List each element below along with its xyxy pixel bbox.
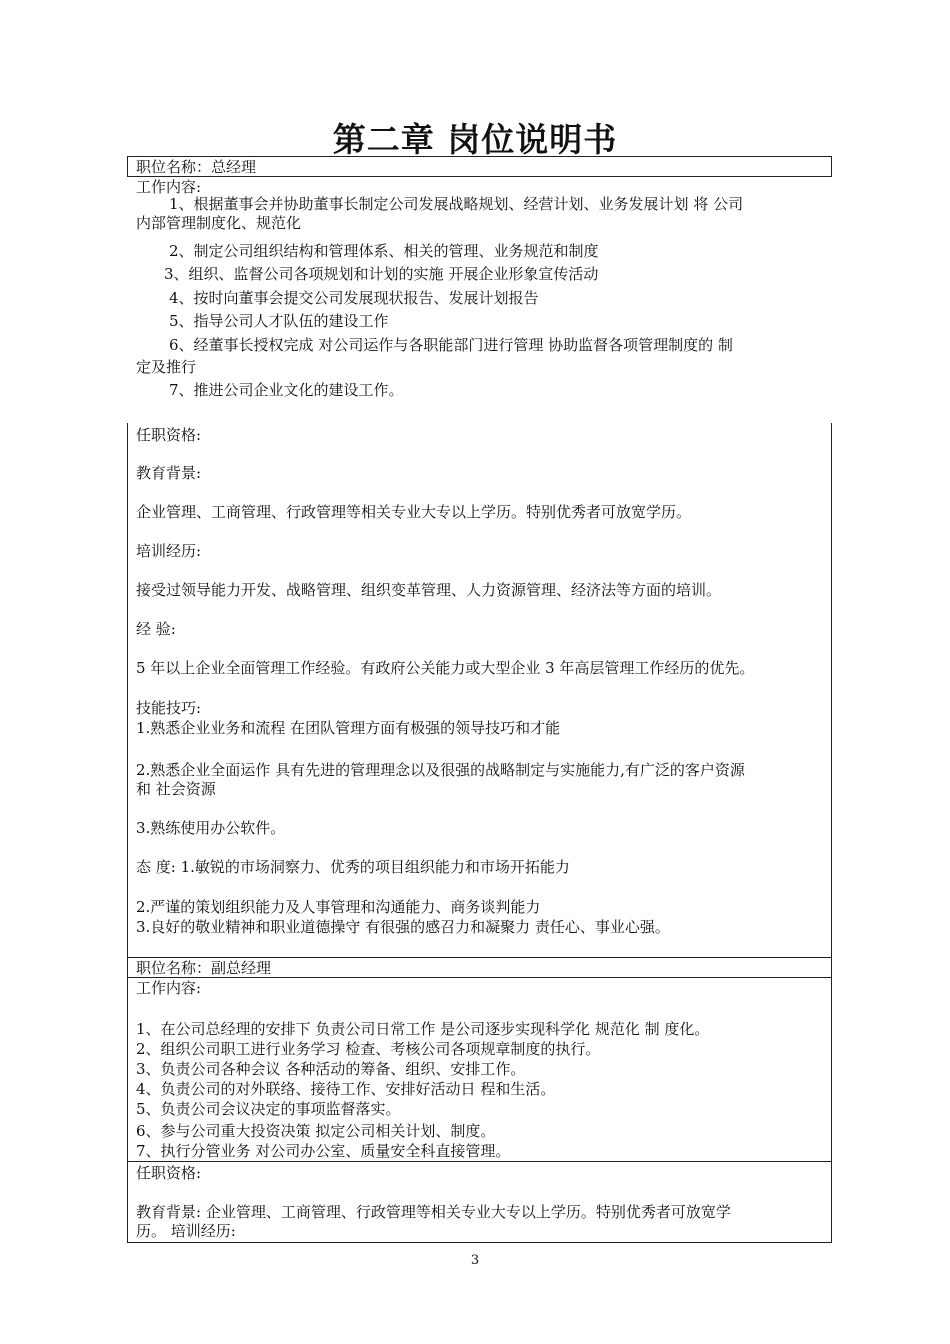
- dgm-education-line: 教育背景: 企业管理、工商管理、行政管理等相关专业大专以上学历。特别优秀者可放宽学: [136, 1203, 731, 1221]
- gm-duty-line: 4、按时向董事会提交公司发展现状报告、发展计划报告: [169, 289, 539, 307]
- table-left-border: [127, 423, 128, 1242]
- gm-position-label: 职位名称：总经理: [136, 158, 257, 176]
- gm-attitude-item: 3.良好的敬业精神和职业道德操守 有很强的感召力和凝聚力 责任心、事业心强。: [136, 918, 670, 936]
- dgm-duty-line: 6、参与公司重大投资决策 拟定公司相关计划、制度。: [136, 1122, 496, 1140]
- dgm-duty-line: 4、负责公司的对外联络、接待工作、安排好活动日 程和生活。: [136, 1080, 556, 1098]
- dgm-duty-line: 3、负责公司各种会议 各种活动的筹备、组织、安排工作。: [136, 1060, 526, 1078]
- gm-duty-line: 5、指导公司人才队伍的建设工作: [169, 312, 389, 330]
- dgm-duty-line: 1、在公司总经理的安排下 负责公司日常工作 是公司逐步实现科学化 规范化 制 度化。: [136, 1020, 710, 1038]
- dgm-duties-heading: 工作内容:: [136, 979, 202, 997]
- dgm-duty-line: 5、负责公司会议决定的事项监督落实。: [136, 1100, 401, 1118]
- gm-duty-line: 2、制定公司组织结构和管理体系、相关的管理、业务规范和制度: [169, 242, 599, 260]
- gm-duties-heading: 工作内容:: [136, 178, 202, 196]
- gm-attitude-item: 态 度: 1.敏锐的市场洞察力、优秀的项目组织能力和市场开拓能力: [136, 858, 570, 876]
- gm-experience-heading: 经 验:: [136, 620, 176, 638]
- table-bottom-border: [127, 1242, 832, 1243]
- gm-duty-line: 3、组织、监督公司各项规划和计划的实施 开展企业形象宣传活动: [164, 265, 599, 283]
- gm-position-row-left-border: [127, 156, 128, 176]
- gm-experience-text: 5 年以上企业全面管理工作经验。有政府公关能力或大型企业 3 年高层管理工作经历的优先。: [136, 659, 755, 677]
- gm-attitude-item: 2.严谨的策划组织能力及人事管理和沟通能力、商务谈判能力: [136, 898, 541, 916]
- gm-skill-item: 1.熟悉企业业务和流程 在团队管理方面有极强的领导技巧和才能: [136, 719, 561, 737]
- dgm-duty-line: 7、执行分管业务 对公司办公室、质量安全科直接管理。: [136, 1142, 511, 1160]
- page-number: 3: [470, 1253, 480, 1268]
- dgm-position-label: 职位名称：副总经理: [136, 959, 272, 977]
- gm-education-text: 企业管理、工商管理、行政管理等相关专业大专以上学历。特别优秀者可放宽学历。: [136, 503, 692, 521]
- chapter-title: 第二章 岗位说明书: [332, 120, 618, 159]
- gm-duty-line: 1、根据董事会并协助董事长制定公司发展战略规划、经营计划、业务发展计划 将 公司: [169, 195, 744, 213]
- gm-duty-line: 内部管理制度化、规范化: [136, 214, 302, 232]
- dgm-qualification-row-top-border: [127, 1161, 832, 1162]
- dgm-duty-line: 2、组织公司职工进行业务学习 检查、考核公司各项规章制度的执行。: [136, 1040, 601, 1058]
- gm-skill-item: 3.熟练使用办公软件。: [136, 819, 286, 837]
- dgm-education-line-continued: 历。 培训经历:: [136, 1222, 236, 1240]
- gm-training-text: 接受过领导能力开发、战略管理、组织变革管理、人力资源管理、经济法等方面的培训。: [136, 581, 722, 599]
- gm-training-heading: 培训经历:: [136, 542, 202, 560]
- gm-duty-line: 6、经董事长授权完成 对公司运作与各职能部门进行管理 协助监督各项管理制度的 制: [169, 336, 733, 354]
- dgm-qualification-heading: 任职资格:: [136, 1164, 202, 1182]
- gm-qualification-heading: 任职资格:: [136, 426, 202, 444]
- gm-position-row-right-border: [831, 156, 832, 176]
- gm-skills-heading: 技能技巧:: [136, 699, 202, 717]
- gm-skill-item: 2.熟悉企业全面运作 具有先进的管理理念以及很强的战略制定与实施能力,有广泛的客户资源: [136, 761, 745, 779]
- gm-duty-line: 定及推行: [136, 358, 197, 376]
- gm-skill-item-continued: 和 社会资源: [136, 780, 216, 798]
- gm-education-heading: 教育背景:: [136, 464, 202, 482]
- table-right-border: [831, 423, 832, 1242]
- gm-duty-line: 7、推进公司企业文化的建设工作。: [169, 381, 404, 399]
